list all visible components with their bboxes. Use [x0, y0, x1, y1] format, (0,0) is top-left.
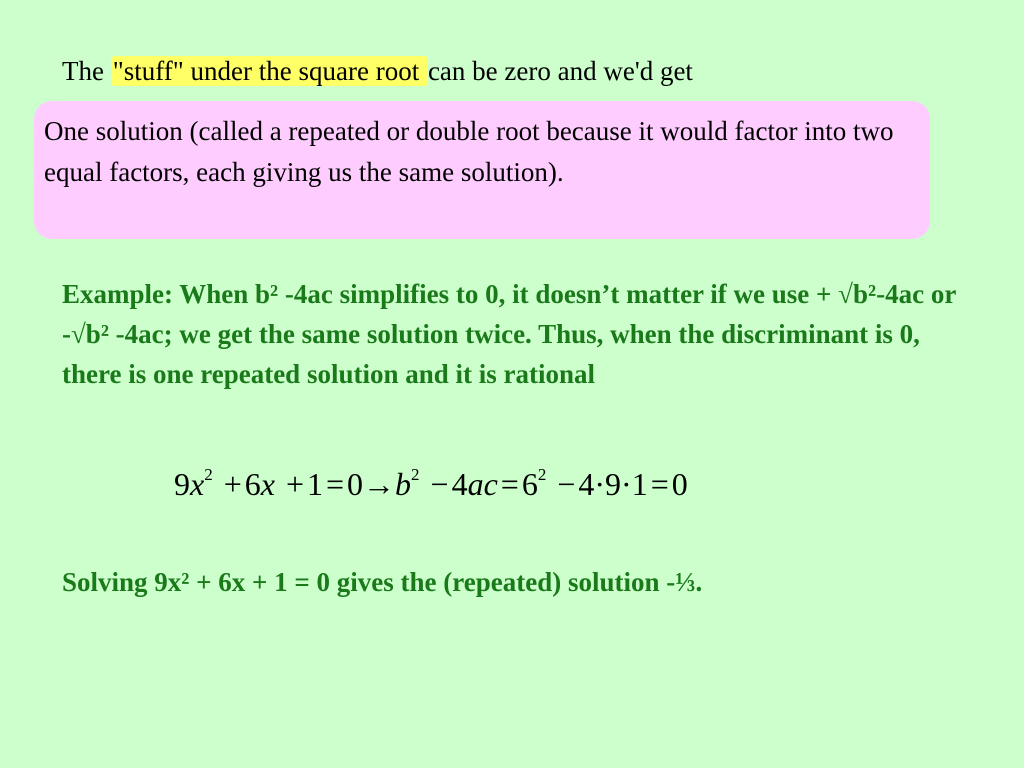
callout-text: One solution (called a repeated or double root because it would factor into two equal factors, each giving us the same solution).	[44, 116, 894, 187]
intro-line	[62, 52, 693, 90]
eq-coef-6: 6	[244, 466, 261, 502]
eq-dot: ·	[621, 466, 632, 502]
eq-dot: ·	[594, 466, 606, 502]
intro-suffix: can be zero and we'd get	[427, 56, 693, 86]
eq-one: 1	[631, 466, 648, 502]
eq-coef-9: 9	[174, 466, 190, 502]
eq-var-x: x	[260, 466, 275, 502]
eq-var-x: x	[190, 466, 205, 502]
eq-six: 6	[521, 466, 538, 502]
eq-plus: +	[223, 466, 242, 502]
highlighted-phrase: "stuff" under the square root	[112, 56, 426, 86]
intro-prefix: The	[62, 56, 111, 86]
eq-four: 4	[578, 466, 595, 502]
eq-result-zero: 0	[671, 466, 688, 502]
eq-exp: 2	[204, 465, 213, 484]
arrow-icon: →	[363, 466, 396, 502]
eq-equals: =	[500, 466, 519, 502]
eq-zero: 0	[347, 466, 364, 502]
eq-equals: =	[650, 466, 669, 502]
example-paragraph: Example: When b² -4ac simplifies to 0, it doesn’t matter if we use + √b²-4ac or -√b² -4ac; we get the same solution twice. Thus, when the discriminant is 0, there is one repeated solution and it is rational	[62, 279, 956, 389]
solving-line: Solving 9x² + 6x + 1 = 0 gives the (repeated) solution -⅓.	[62, 567, 703, 597]
discriminant-equation	[174, 462, 688, 506]
eq-const-1: 1	[307, 466, 323, 502]
eq-coef-4: 4	[451, 466, 468, 502]
eq-nine: 9	[605, 466, 622, 502]
eq-var-ac: ac	[467, 466, 498, 502]
eq-minus: −	[430, 466, 449, 502]
callout-box	[34, 101, 930, 239]
eq-equals: =	[326, 466, 345, 502]
eq-exp: 2	[537, 465, 547, 484]
eq-var-b: b	[395, 466, 412, 502]
eq-minus: −	[557, 466, 576, 502]
eq-exp: 2	[411, 465, 420, 484]
eq-plus: +	[285, 466, 304, 502]
